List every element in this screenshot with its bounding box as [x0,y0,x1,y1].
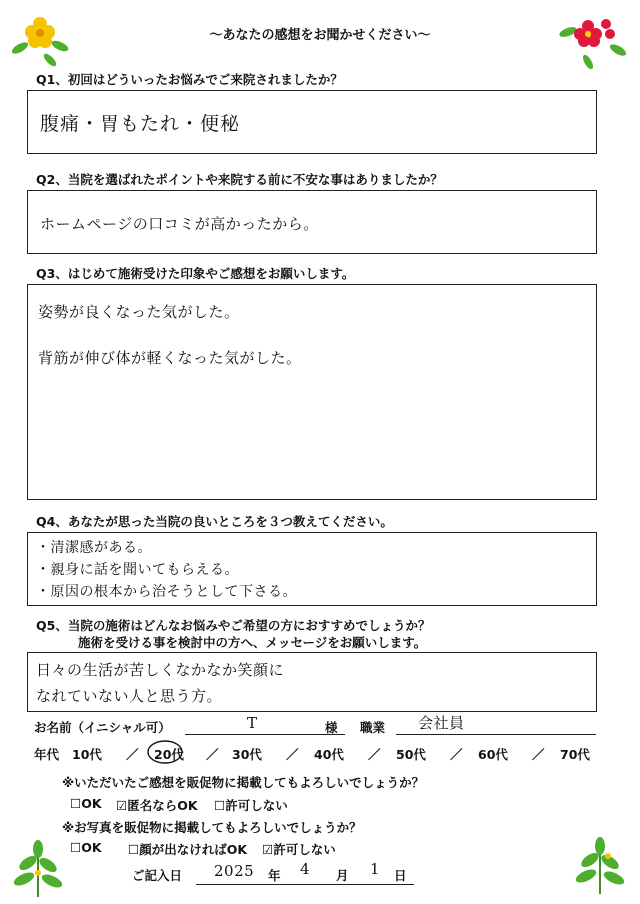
question-4-answer-box[interactable] [27,532,597,606]
question-2-label: Q2、当院を選ばれたポイントや来院する前に不安な事はありましたか？ [36,172,443,187]
age-separator: ／ [450,747,463,762]
answer-line: ホームページの口コミが高かったから。 [40,215,319,233]
page-title: ～あなたの感想をお聞かせください～ [209,28,431,43]
question-2-answer-box[interactable] [27,190,597,254]
age-separator: ／ [532,747,545,762]
age-option-70s[interactable]: 70代 [560,747,590,762]
job-field[interactable] [396,716,596,735]
checkbox-checked-icon: ☑ [116,798,128,813]
leaves-right-icon [568,832,632,896]
answer-line: ・清潔感がある。 [36,540,152,556]
age-option-10s[interactable]: 10代 [72,747,102,762]
question-5-label: Q5、当院の施術はどんなお悩みやご希望の方におすすめでしょうか？ [36,618,431,633]
option-label: 許可しない [273,842,336,857]
date-year-value: 2025 [214,862,255,880]
answer-line: 背筋が伸び体が軽くなった気がした。 [38,349,302,367]
question-3-answer-box[interactable] [27,284,597,500]
consent-question-1: ※いただいたご感想を販促物に掲載してもよろしいでしょうか？ [62,775,425,790]
age-option-20s[interactable]: 20代 [154,747,184,762]
consent-1-anonymous-checkbox[interactable] [116,796,198,814]
answer-line: 日々の生活が苦しくなかなか笑顔に [36,661,285,679]
age-option-40s[interactable]: 40代 [314,747,344,762]
date-day-value: 1 [370,860,381,878]
age-separator: ／ [206,747,219,762]
answer-line: ・原因の根本から治そうとして下さる。 [36,584,297,600]
question-4-label: Q4、あなたが思った当院の良いところを３つ教えてください。 [36,514,393,529]
consent-1-ok-checkbox[interactable] [70,796,102,811]
question-3-label: Q3、はじめて施術受けた印象やご感想をお願いします。 [36,266,355,281]
leaves-left-icon [6,835,70,899]
option-label: 許可しない [225,798,288,813]
age-option-30s[interactable]: 30代 [232,747,262,762]
consent-2-deny-checkbox[interactable] [262,840,336,858]
age-separator: ／ [286,747,299,762]
consent-question-2: ※お写真を販促物に掲載してもよろしいでしょうか？ [62,820,362,835]
question-1-label: Q1、初回はどういったお悩みでご来院されましたか？ [36,72,343,87]
checkbox-empty-icon: ☐ [70,796,82,811]
option-label: OK [81,840,102,855]
honorific-label: 様 [325,720,338,735]
option-label: OK [81,796,102,811]
question-5-label-line2: 施術を受ける事を検討中の方へ、メッセージをお願いします。 [78,635,427,650]
date-day-unit: 日 [394,868,407,883]
question-5-answer-box[interactable] [27,652,597,712]
consent-2-ok-checkbox[interactable] [70,840,102,855]
job-label: 職業 [360,720,386,735]
option-label: 匿名ならOK [127,798,198,813]
answer-line: 腹痛・胃もたれ・便秘 [40,113,241,135]
age-option-60s[interactable]: 60代 [478,747,508,762]
selection-circle-icon [145,738,195,766]
date-label: ご記入日 [132,868,183,883]
date-year-unit: 年 [268,868,281,883]
checkbox-checked-icon: ☑ [262,842,274,857]
age-label: 年代 [34,747,60,762]
answer-line: なれていない人と思う方。 [36,687,223,705]
date-month-value: 4 [300,860,311,878]
age-separator: ／ [368,747,381,762]
date-field[interactable] [196,860,414,885]
age-option-50s[interactable]: 50代 [396,747,426,762]
consent-2-no-face-checkbox[interactable] [128,840,247,858]
option-label: 顔が出なければOK [139,842,248,857]
checkbox-empty-icon: ☐ [214,798,226,813]
job-value: 会社員 [418,714,465,732]
checkbox-empty-icon: ☐ [70,840,82,855]
question-1-answer-box[interactable] [27,90,597,154]
answer-line: ・親身に話を聞いてもらえる。 [36,562,239,578]
answer-line: 姿勢が良くなった気がした。 [38,303,240,321]
consent-1-deny-checkbox[interactable] [214,796,288,814]
name-label: お名前（イニシャル可） [34,720,171,735]
date-month-unit: 月 [336,868,349,883]
name-field[interactable] [185,716,345,735]
checkbox-empty-icon: ☐ [128,842,140,857]
age-separator: ／ [126,747,139,762]
name-value: T [247,714,258,732]
